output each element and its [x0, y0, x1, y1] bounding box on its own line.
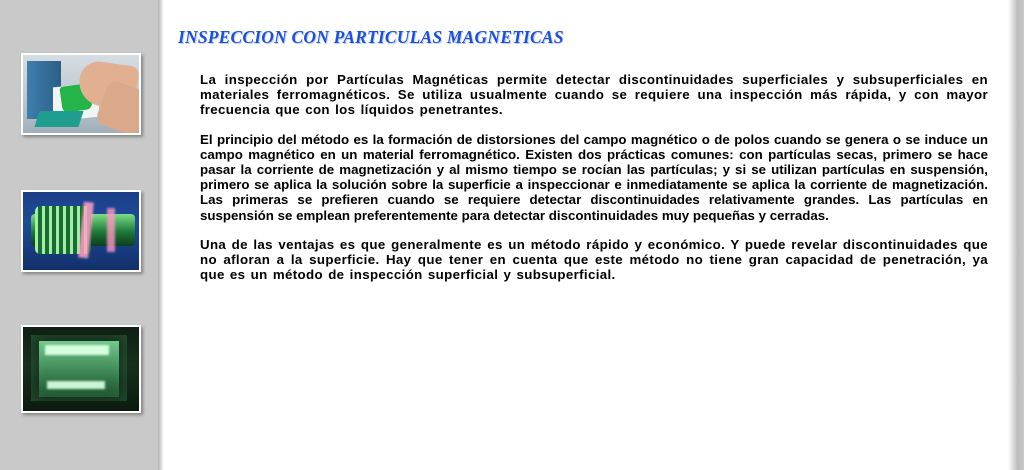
body-text — [200, 72, 988, 282]
paragraph-3: Una de las ventajas es que generalmente es un método rápido y económico. Y puede revelar discontinuidades que no afloran a la superficie. Hay que tener en cuenta que este método no tiene gran capacidad de penetración, ya que es un método de inspección superficial y subsuperficial. — [200, 236, 988, 283]
thumbnail-hand-spraying-particles[interactable] — [21, 53, 141, 135]
page-title: INSPECCION CON PARTICULAS MAGNETICAS — [178, 27, 564, 47]
photo-pink-indication-secondary — [107, 208, 115, 252]
thumbnail-fluorescent-shaft[interactable] — [21, 190, 141, 272]
slide-content — [164, 0, 1008, 470]
right-edge-strip — [1008, 0, 1024, 470]
photo-glow-overlay — [31, 335, 127, 401]
photo-teal-part — [34, 111, 83, 127]
paragraph-2: El principio del método es la formación de distorsiones del campo magnético o de polos cuando se genera o se induce un campo magnético en un material ferromagnético. Existen dos prácticas comunes: con partículas secas, primero se hace pasar la corriente de magnetización y al mismo tiempo se rocían las partículas; y si se utilizan partículas en suspensión, primero se aplica la solución sobre la superficie a inspeccionar e inmediatamente se aplica la corriente de magnetización. Las primeras se prefieren cuando se requiere detectar discontinuidades relativamente grandes. Las partículas en suspensión se emplean preferentemente para detectar discontinuidades muy pequeñas y cerradas. — [200, 131, 988, 223]
thumbnail-fluorescent-indication[interactable] — [21, 325, 141, 413]
sidebar-panel — [0, 0, 158, 470]
paragraph-1: La inspección por Partículas Magnéticas permite detectar discontinuidades superficiales y subsuperficiales en materiales ferromagnéticos. Se utiliza usualmente cuando se requiere una inspección más rápida, y con mayor frecuencia que con los líquidos penetrantes. — [200, 72, 988, 118]
